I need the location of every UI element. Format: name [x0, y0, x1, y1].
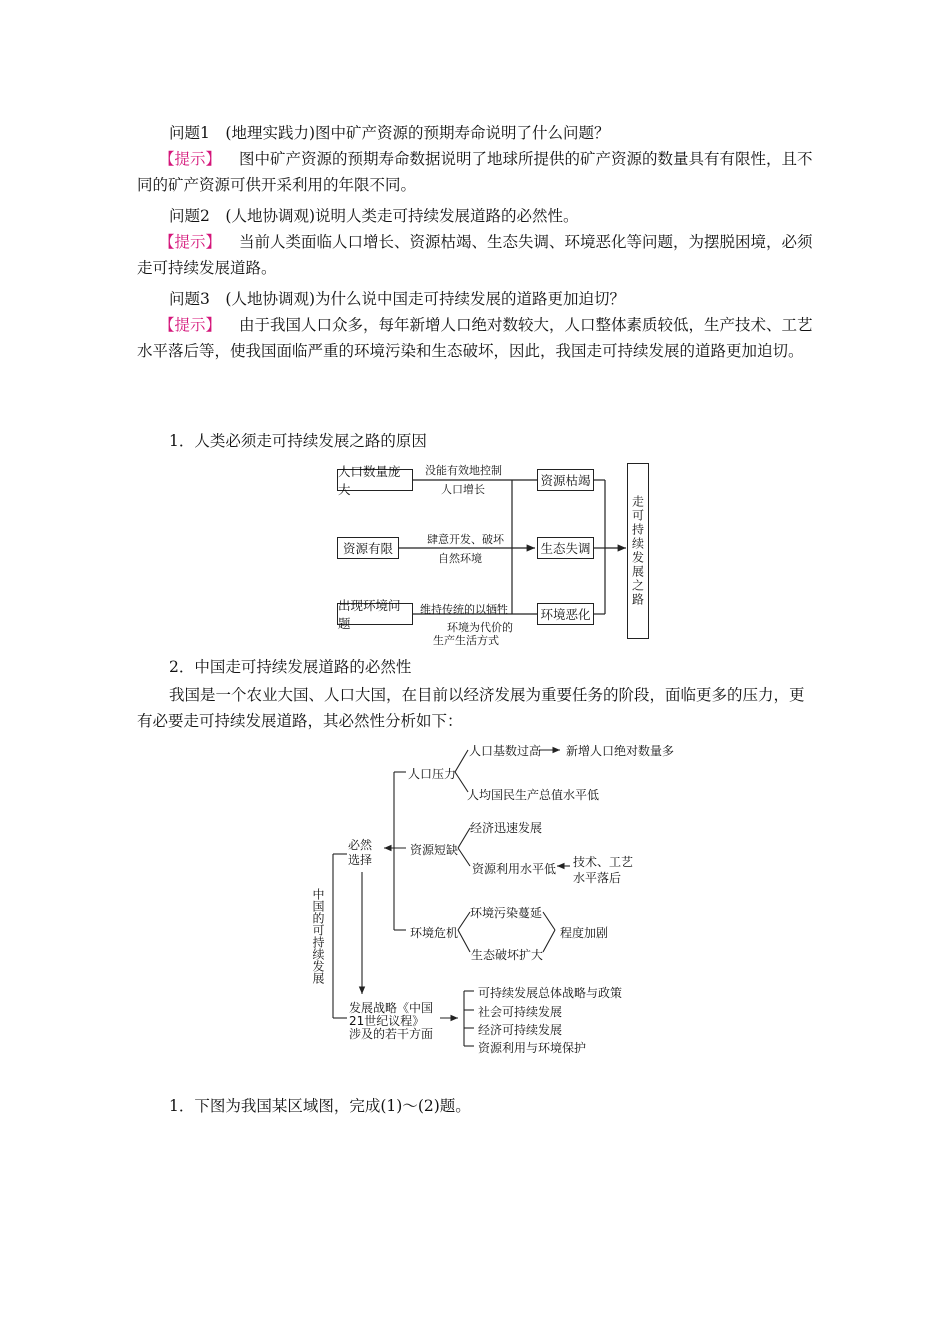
strategy-1: 发展战略《中国: [349, 1001, 434, 1015]
strategy-item-2: 社会可持续发展: [478, 1005, 563, 1019]
pop-new: 新增人口绝对数量多: [566, 744, 675, 758]
tech-1: 技术、工艺: [573, 855, 634, 869]
tip-label: 【提示】: [159, 150, 222, 168]
necessity-1: 必然: [348, 838, 373, 852]
strategy-item-4: 资源利用与环境保护: [478, 1041, 587, 1055]
box-eco-imbalance: 生态失调: [537, 537, 594, 559]
tip-label: 【提示】: [159, 316, 222, 334]
pop-gdp: 人均国民生产总值水平低: [467, 788, 600, 802]
label-no-control: 没能有效地控制: [425, 464, 502, 477]
label-lifestyle: 生产生活方式: [433, 634, 499, 647]
label-traditional: 维持传统的以牺牲: [420, 603, 508, 616]
section2-title: 2．中国走可持续发展道路的必然性: [169, 658, 412, 676]
strategy-item-1: 可持续发展总体战略与政策: [478, 986, 623, 1000]
box-population-large: 人口数量庞大: [337, 469, 413, 491]
exercise-1: 1．下图为我国某区域图，完成(1)～(2)题。: [169, 1097, 471, 1115]
box-env-problems: 出现环境问题: [337, 603, 413, 625]
root-label: 中国的可持续发展: [311, 888, 325, 984]
pop-pressure: 人口压力: [408, 767, 457, 781]
label-overexploit: 肆意开发、破坏: [427, 533, 504, 546]
label-pop-growth: 人口增长: [441, 483, 485, 496]
res-short: 资源短缺: [410, 843, 459, 857]
label-env-cost: 环境为代价的: [447, 621, 513, 634]
econ-fast: 经济迅速发展: [470, 821, 543, 835]
box-env-worse: 环境恶化: [537, 603, 594, 625]
strategy-item-3: 经济可持续发展: [478, 1023, 563, 1037]
box-resources-limited: 资源有限: [337, 537, 399, 559]
tip-label: 【提示】: [159, 233, 222, 251]
tech-2: 水平落后: [573, 871, 622, 885]
question-3: 问题3 (人地协调观)为什么说中国走可持续发展的道路更加迫切？: [169, 290, 625, 308]
strategy-3: 涉及的若干方面: [349, 1027, 434, 1041]
tip-2: 【提示】 当前人类面临人口增长、资源枯竭、生态失调、环境恶化等问题，为摆脱困境，必须走可持续发展道路。: [137, 233, 813, 277]
question-2: 问题2 (人地协调观)说明人类走可持续发展道路的必然性。: [169, 207, 579, 225]
box-res-exhaust: 资源枯竭: [537, 469, 594, 491]
label-nature: 自然环境: [438, 552, 482, 565]
res-low: 资源利用水平低: [472, 862, 557, 876]
strategy-2: 21世纪议程》: [349, 1014, 425, 1028]
eco-damage: 生态破坏扩大: [471, 948, 544, 962]
section1-title: 1．人类必须走可持续发展之路的原因: [169, 432, 427, 450]
question-1: 问题1 (地理实践力)图中矿产资源的预期寿命说明了什么问题？: [169, 124, 610, 142]
necessity-2: 选择: [348, 853, 373, 867]
env-crisis: 环境危机: [410, 926, 459, 940]
box-sustainable-path: 走可持续发展之路: [627, 463, 649, 639]
degree: 程度加剧: [560, 926, 609, 940]
tip-1: 【提示】 图中矿产资源的预期寿命数据说明了地球所提供的矿产资源的数量具有有限性，且不同的矿产资源可供开采利用的年限不同。: [137, 150, 813, 194]
section2-intro: 我国是一个农业大国、人口大国，在目前以经济发展为重要任务的阶段，面临更多的压力，更有必要走可持续发展道路，其必然性分析如下：: [137, 686, 805, 730]
tip-3: 【提示】 由于我国人口众多，每年新增人口绝对数较大，人口整体素质较低，生产技术、工艺水平落后等，使我国面临严重的环境污染和生态破坏，因此，我国走可持续发展的道路更加迫切。: [137, 316, 813, 360]
env-pollution: 环境污染蔓延: [470, 906, 543, 920]
pop-base: 人口基数过高: [469, 744, 542, 758]
